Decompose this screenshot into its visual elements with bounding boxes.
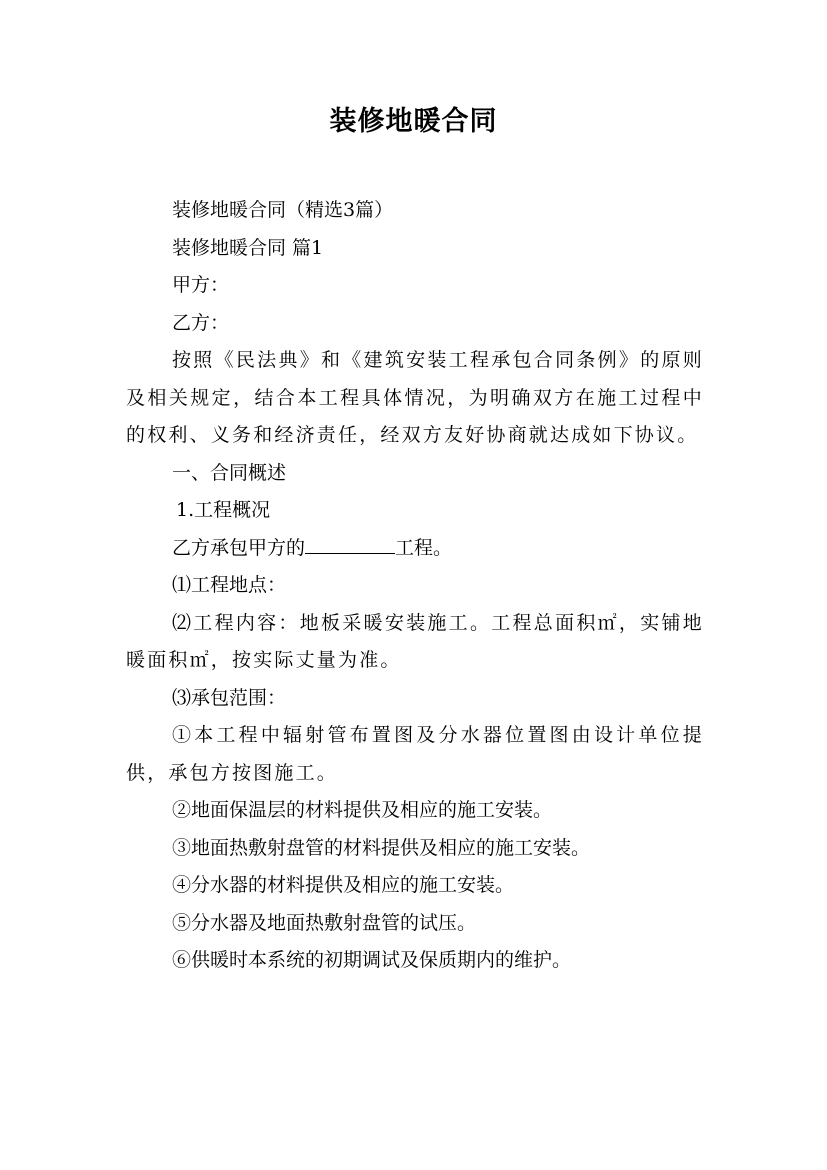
item-heading <box>126 492 704 530</box>
document-title: 装修地暖合同 <box>329 106 498 137</box>
contract-line-prefix: 乙方承包甲方的 <box>172 536 306 559</box>
contract-line <box>126 530 704 568</box>
contract-line-suffix: 工程。 <box>395 536 453 559</box>
party-a: 甲方： <box>172 274 230 296</box>
party-b: 乙方： <box>172 311 230 334</box>
chapter-heading: 一、合同概述 <box>172 461 287 484</box>
location-line: ⑴工程地点： <box>172 574 287 596</box>
item-heading-text: 1.工程概况 <box>176 499 271 521</box>
section-heading: 装修地暖合同 篇1 <box>172 236 324 259</box>
scope-item-4: ④分水器的材料提供及相应的施工安装。 <box>172 874 515 896</box>
scope-item-5: ⑤分水器及地面热敷射盘管的试压。 <box>172 911 477 934</box>
document-body <box>126 192 704 980</box>
content-paragraph: ⑵工程内容：地板采暖安装施工。工程总面积㎡，实铺地暖面积㎡，按实际丈量为准。 <box>126 611 704 671</box>
preamble-paragraph: 按照《民法典》和《建筑安装工程承包合同条例》的原则及相关规定，结合本工程具体情况，为明确双方在施工过程中的权利、义务和经济责任，经双方友好协商就达成如下协议。 <box>126 349 704 446</box>
scope-item-1: ①本工程中辐射管布置图及分水器位置图由设计单位提供，承包方按图施工。 <box>126 724 704 784</box>
scope-line: ⑶承包范围： <box>172 686 287 709</box>
subtitle: 装修地暖合同（精选3篇） <box>172 199 394 221</box>
scope-item-3: ③地面热敷射盘管的材料提供及相应的施工安装。 <box>172 836 591 859</box>
scope-item-2: ②地面保温层的材料提供及相应的施工安装。 <box>172 799 553 821</box>
project-name-blank <box>305 535 395 554</box>
scope-item-6: ⑥供暖时本系统的初期调试及保质期内的维护。 <box>172 949 572 971</box>
